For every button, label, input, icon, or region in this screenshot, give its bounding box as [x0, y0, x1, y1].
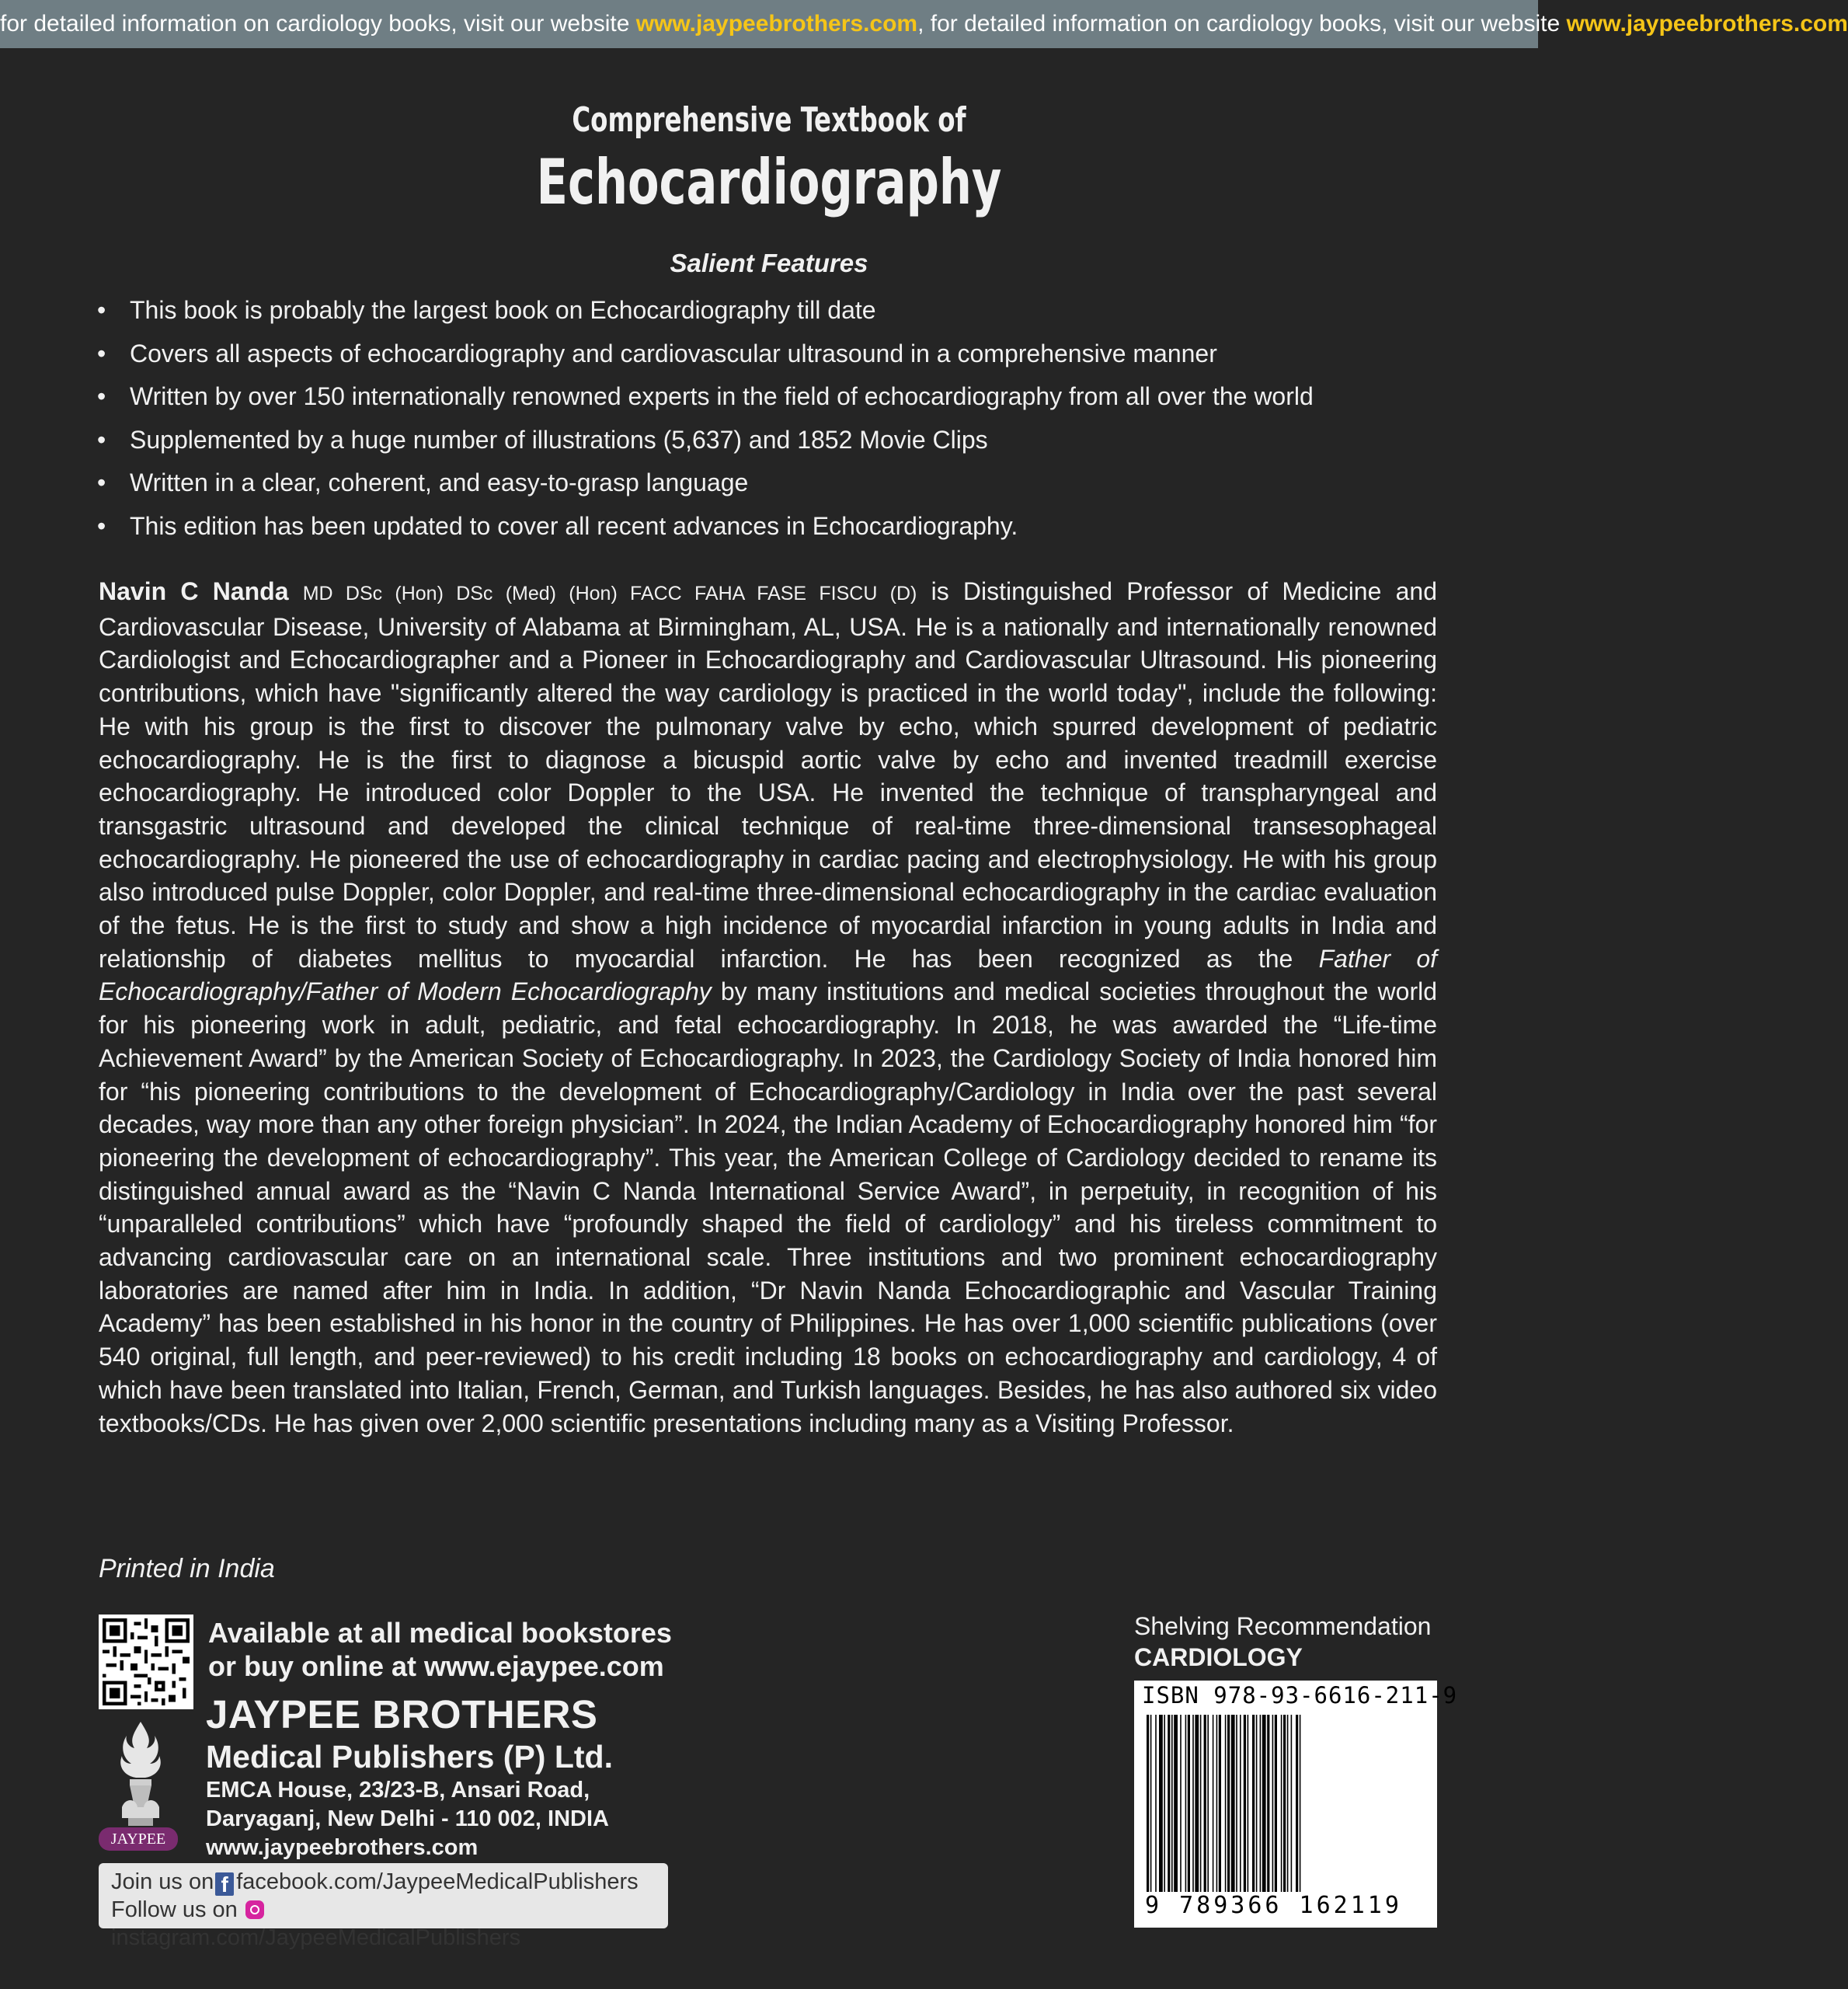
- availability-text: [208, 1616, 672, 1683]
- barcode-bar: [1216, 1715, 1218, 1895]
- barcode-bar: [1240, 1715, 1241, 1895]
- author-qualifications: MD DSc (Hon) DSc (Med) (Hon) FACC FAHA FASE FISCU (D): [302, 583, 917, 604]
- barcode-bar: [1260, 1715, 1262, 1895]
- publisher-website[interactable]: www.jaypeebrothers.com: [206, 1835, 479, 1860]
- barcode-bar: [1236, 1715, 1237, 1895]
- social-links: [99, 1863, 668, 1950]
- publisher-name: JAYPEE BROTHERS: [206, 1692, 598, 1736]
- barcode-bar: [1291, 1715, 1293, 1895]
- barcode-bar: [1256, 1715, 1258, 1895]
- barcode-bar: [1287, 1715, 1289, 1895]
- features-list: [97, 289, 1449, 548]
- facebook-line: [111, 1868, 656, 1896]
- book-title: [0, 97, 1538, 221]
- banner-text: , for detailed information on cardiology books, visit our website: [917, 11, 1567, 37]
- barcode-bar: [1155, 1715, 1157, 1895]
- barcode-bar: [1281, 1715, 1282, 1895]
- barcode-bar: [1267, 1715, 1269, 1895]
- barcode-bar: [1180, 1715, 1182, 1895]
- join-label: Join us on: [111, 1869, 214, 1894]
- barcode-bar: [1164, 1715, 1165, 1895]
- title-line-1: Comprehensive Textbook of: [572, 100, 966, 140]
- facebook-link[interactable]: facebook.com/JaypeeMedicalPublishers: [236, 1869, 639, 1894]
- feature-item: • Written in a clear, coherent, and easy-to-grasp language: [97, 462, 1449, 505]
- barcode-bar: [1204, 1715, 1206, 1895]
- barcode-box: [1134, 1681, 1458, 1928]
- qr-code-icon: [103, 1618, 190, 1705]
- jaypee-logo-label: JAYPEE: [99, 1827, 178, 1851]
- instagram-line: [111, 1896, 656, 1952]
- barcode-bar: [1225, 1715, 1227, 1895]
- barcode-bar: [1262, 1715, 1266, 1895]
- barcode-bar: [1219, 1715, 1221, 1895]
- facebook-icon: f: [215, 1872, 234, 1896]
- barcode-bar: [1244, 1715, 1246, 1895]
- publisher-block: [206, 1692, 613, 1862]
- barcode-bar: [1227, 1715, 1230, 1895]
- banner-website-link[interactable]: www.jaypeebrothers.com: [635, 11, 918, 37]
- barcode-bar: [1150, 1715, 1152, 1895]
- title-line-2: Echocardiography: [536, 146, 1002, 218]
- barcode-bar: [1188, 1715, 1190, 1895]
- bio-italic-text: Father of Echocardiography/Father of Modern Echocardiography: [99, 944, 1438, 1006]
- feature-item: • This book is probably the largest book on Echocardiography till date: [97, 289, 1449, 333]
- barcode-bar: [1195, 1715, 1199, 1895]
- barcode-bar: [1147, 1715, 1149, 1895]
- barcode-bar: [1213, 1715, 1214, 1895]
- banner-website-link[interactable]: www.jaypeebrothers.com: [1566, 11, 1848, 37]
- barcode-bar: [1192, 1715, 1194, 1895]
- features-heading: Salient Features: [670, 249, 868, 277]
- publisher-address-1: EMCA House, 23/23-B, Ansari Road,: [206, 1778, 590, 1803]
- barcode-icon: [1143, 1715, 1428, 1895]
- qr-code[interactable]: [99, 1615, 193, 1709]
- banner-text: for detailed information on cardiology books, visit our website: [0, 11, 636, 37]
- author-name: Navin C Nanda: [99, 577, 289, 605]
- barcode-bar: [1275, 1715, 1277, 1895]
- barcode-bar: [1200, 1715, 1202, 1895]
- barcode-digits: 9 789366 162119: [1145, 1892, 1429, 1919]
- shelving-label: Shelving Recommendation: [1134, 1612, 1432, 1640]
- publisher-subname: Medical Publishers (P) Ltd.: [206, 1739, 613, 1775]
- feature-item: • Covers all aspects of echocardiography and cardiovascular ultrasound in a comprehensive manner: [97, 333, 1449, 376]
- instagram-icon: [245, 1900, 264, 1919]
- printed-in: Printed in India: [99, 1554, 275, 1583]
- bio-text: is Distinguished Professor of Medicine and Cardiovascular Disease, University of Alabama at Birmingham, AL, USA. He is a nationally and internationally renowned Cardiologist and Echocardiographer and a Pioneer in Echocardiography and Cardiovascular Ultrasound. His pioneering contributions, which have "significantly altered the way cardiology is practiced in the world today", include the following: He with his group is the first to discover the pulmonary valve by echo, which spurred development of pediatric echocardiography. He is the first to diagnose a bicuspid aortic valve by echo and invented treadmill exercise echocardiography. He introduced color Doppler to the USA. He invented the technique of transpharyngeal and transgastric ultrasound and developed the clinical technique of real-time three-dimensional transesophageal echocardiography. He pioneered the use of echocardiography in cardiac pacing and electrophysiology. He with his group also introduced pulse Doppler, color Doppler, and real-time three-dimensional echocardiography in the cardiac evaluation of the fetus. He is the first to study and show a high incidence of myocardial infarction in young adults in India and relationship of diabetes mellitus to myocardial infarction. He has been recognized as the: [99, 577, 1438, 973]
- shelving-category: CARDIOLOGY: [1134, 1643, 1303, 1671]
- publisher-address-2: Daryaganj, New Delhi - 110 002, INDIA: [206, 1806, 609, 1831]
- feature-item: • Supplemented by a huge number of illustrations (5,637) and 1852 Movie Clips: [97, 419, 1449, 462]
- barcode-bar: [1171, 1715, 1173, 1895]
- barcode-bar: [1252, 1715, 1255, 1895]
- barcode-bar: [1300, 1715, 1301, 1895]
- barcode-bar: [1174, 1715, 1178, 1895]
- availability-line-1: Available at all medical bookstores: [208, 1617, 672, 1649]
- follow-label: Follow us on: [111, 1897, 238, 1922]
- barcode-bar: [1168, 1715, 1170, 1895]
- shelving-recommendation: [1134, 1611, 1431, 1673]
- instagram-link[interactable]: instagram.com/JaypeeMedicalPublishers: [111, 1925, 521, 1950]
- bio-text: by many institutions and medical societies throughout the world for his pioneering work in adult, pediatric, and fetal echocardiography. In 2018, he was awarded the “Life-time Achievement Award” by the American Society of Echocardiography. In 2023, the Cardiology Society of India honored him for “his pioneering contributions to the development of Echocardiography/Cardiology in India over the past several decades, way more than any other foreign physician”. In 2024, the Indian Academy of Echocardiography honored him “for pioneering the development of echocardiography”. This year, the American College of Cardiology decided to rename its distinguished annual award as the “Navin C Nanda International Service Award”, in perpetuity, in recognition of his “unparalleled contributions” which have “profoundly shaped the field of cardiology” and his tireless commitment to advancing cardiovascular care on an international scale. Three institutions and two prominent echocardiography laboratories are named after him in India. In addition, “Dr Navin Nanda Echocardiographic and Vascular Training Academy” has been established in his honor in the country of Philippines. He has over 1,000 scientific publications (over 540 original, full length, and peer-reviewed) to his credit including 18 books on echocardiography and cardiology, 4 of which have been translated into Italian, French, German, and Turkish languages. Besides, he has also authored six video textbooks/CDs. He has given over 2,000 scientific presentations including many as a Visiting Professor.: [99, 977, 1438, 1437]
- feature-item: • Written by over 150 internationally renowned experts in the field of echocardiography from all over the world: [97, 375, 1449, 419]
- barcode-bar: [1185, 1715, 1187, 1895]
- barcode-bar: [1231, 1715, 1235, 1895]
- top-banner: [0, 0, 1848, 48]
- barcode-bar: [1272, 1715, 1274, 1895]
- barcode-bar: [1296, 1715, 1298, 1895]
- barcode-bar: [1207, 1715, 1209, 1895]
- isbn-text: ISBN 978-93-6616-211-9: [1142, 1682, 1458, 1709]
- availability-line-2[interactable]: or buy online at www.ejaypee.com: [208, 1650, 664, 1682]
- barcode-bar: [1248, 1715, 1249, 1895]
- barcode-bar: [1283, 1715, 1286, 1895]
- feature-item: • This edition has been updated to cover all recent advances in Echocardiography.: [97, 505, 1449, 549]
- barcode-bar: [1159, 1715, 1163, 1895]
- author-bio: [99, 575, 1437, 1440]
